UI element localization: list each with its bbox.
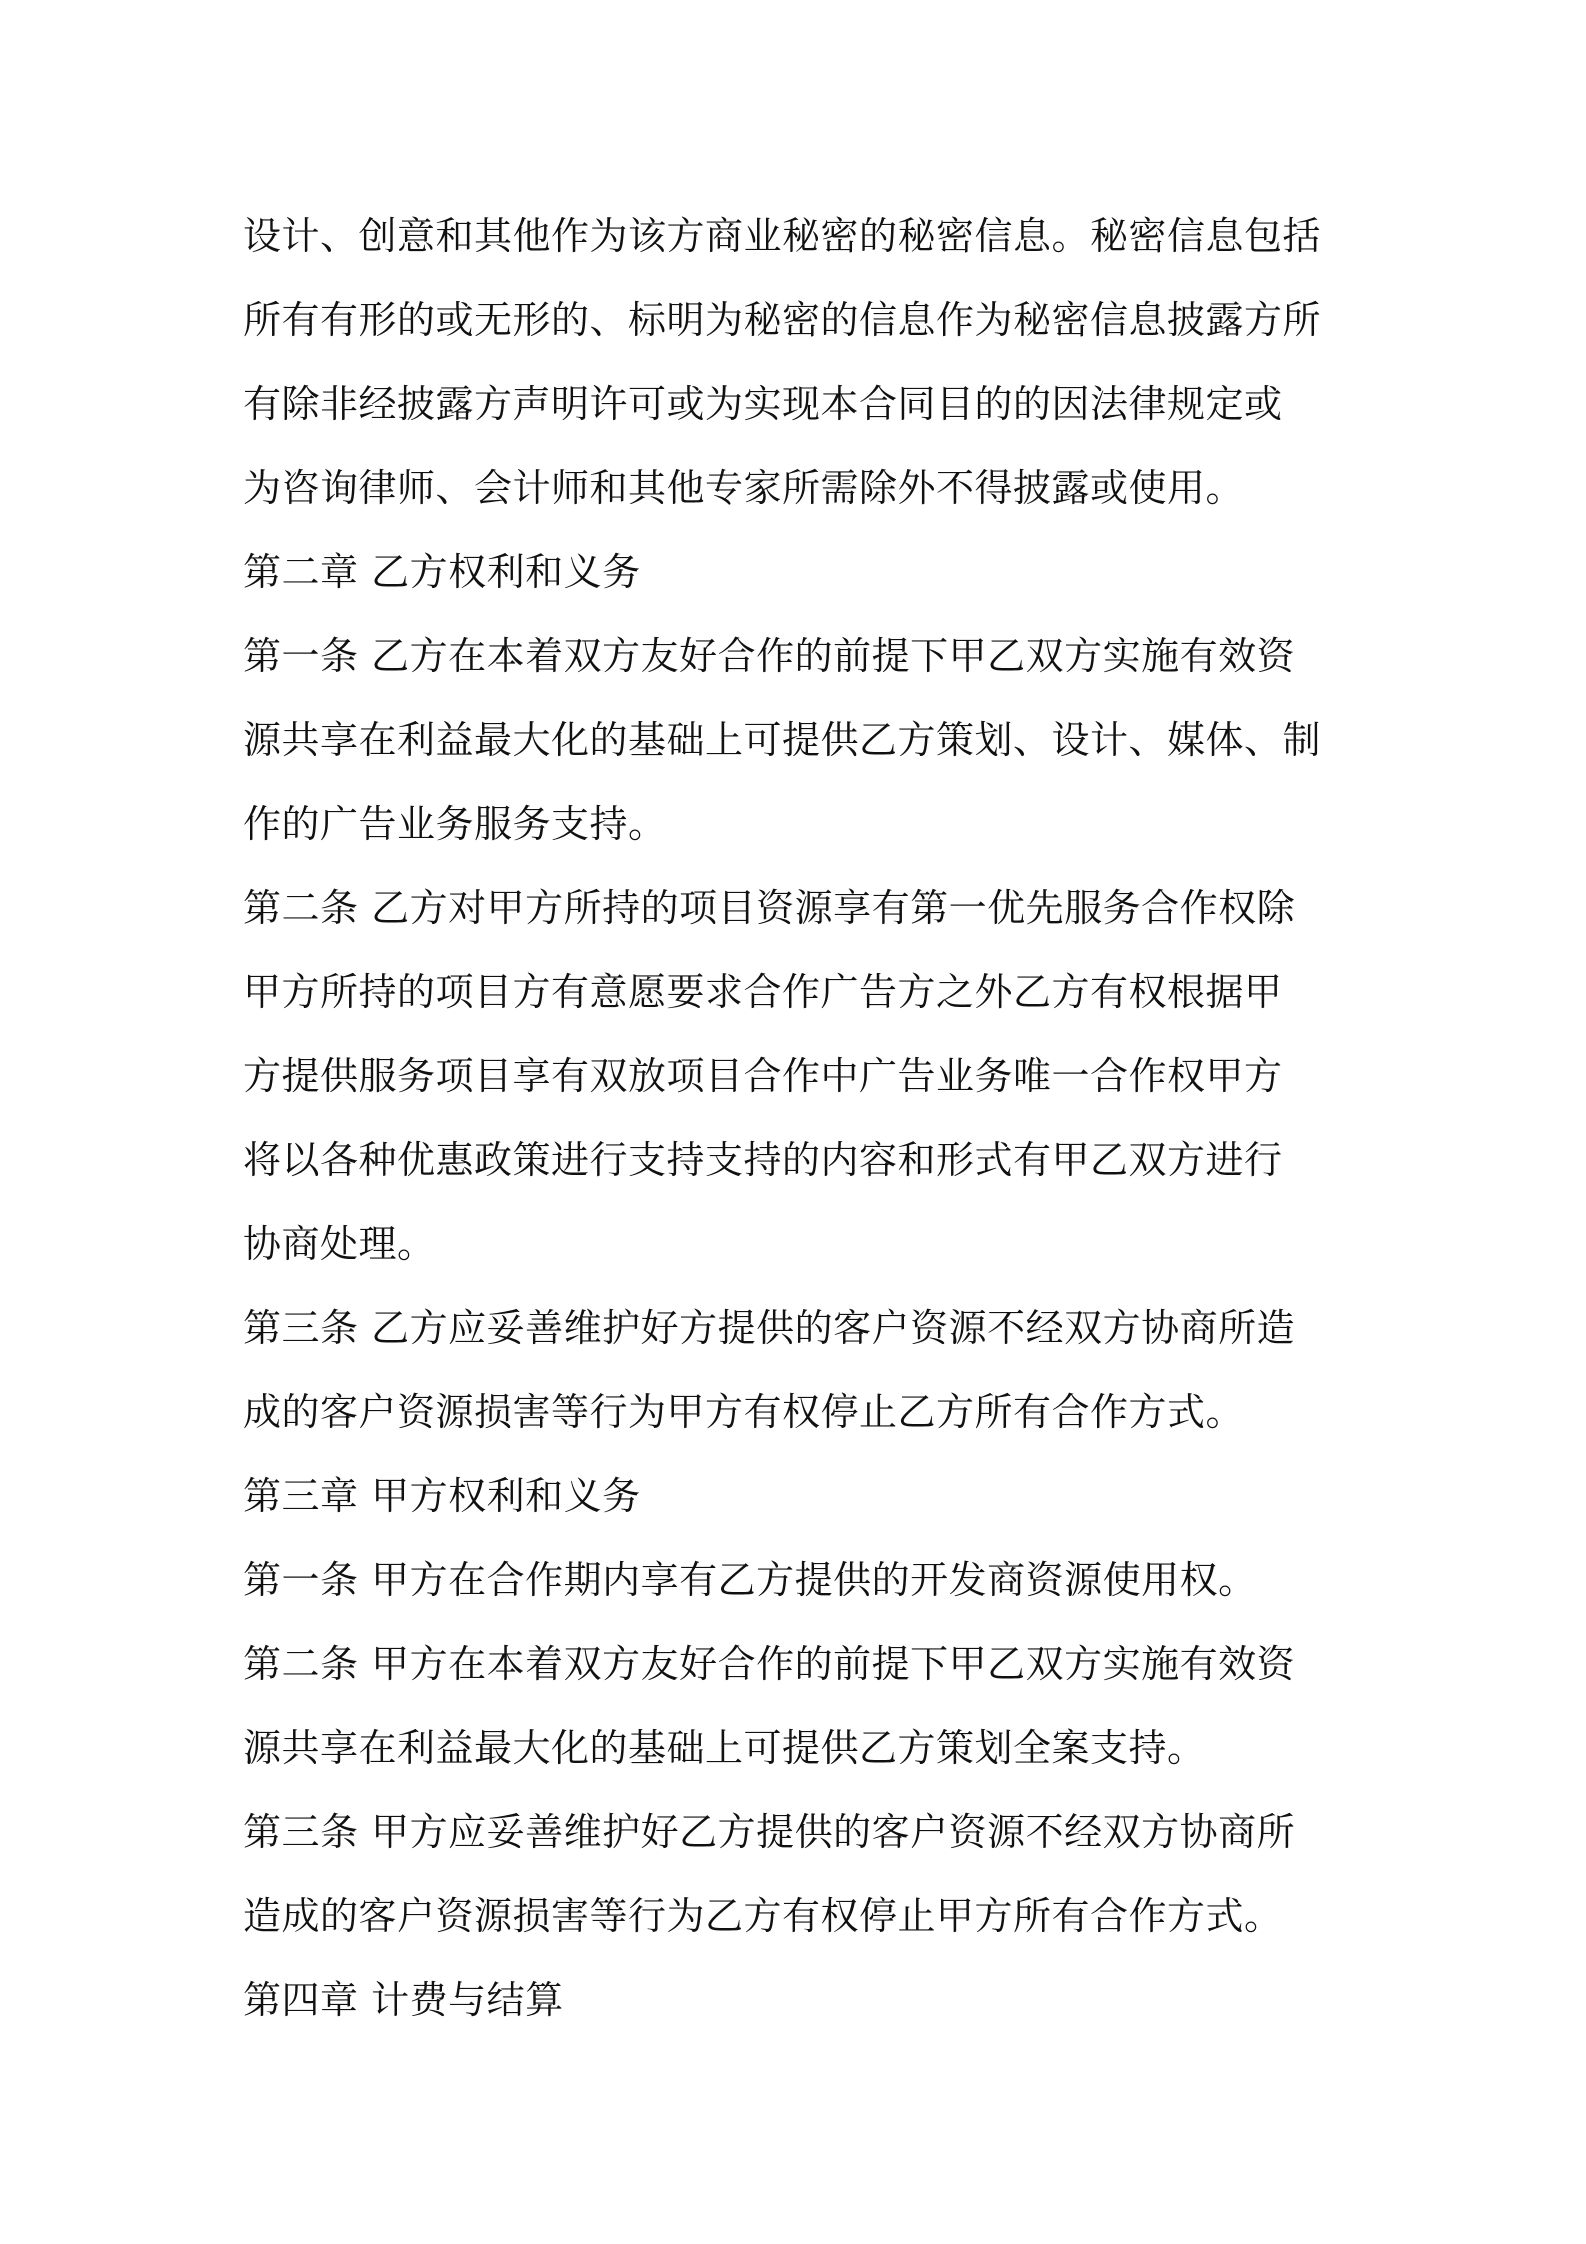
text-line: 甲方所持的项目方有意愿要求合作广告方之外乙方有权根据甲 bbox=[243, 970, 1283, 1014]
text-line: 造成的客户资源损害等行为乙方有权停止甲方所有合作方式。 bbox=[243, 1894, 1283, 1938]
text-line: 第三条 甲方应妥善维护好乙方提供的客户资源不经双方协商所 bbox=[243, 1810, 1296, 1854]
chapter-heading: 第二章 乙方权利和义务 bbox=[243, 550, 641, 594]
chapter-heading: 第三章 甲方权利和义务 bbox=[243, 1474, 641, 1518]
text-line: 源共享在利益最大化的基础上可提供乙方策划全案支持。 bbox=[243, 1726, 1206, 1770]
contract-text bbox=[243, 194, 1363, 2042]
text-line: 第一条 甲方在合作期内享有乙方提供的开发商资源使用权。 bbox=[243, 1558, 1257, 1602]
text-line: 有除非经披露方声明许可或为实现本合同目的的因法律规定或 bbox=[243, 382, 1283, 426]
text-line: 设计、创意和其他作为该方商业秘密的秘密信息。秘密信息包括 bbox=[243, 214, 1322, 258]
text-line: 所有有形的或无形的、标明为秘密的信息作为秘密信息披露方所 bbox=[243, 298, 1322, 342]
text-line: 作的广告业务服务支持。 bbox=[243, 802, 667, 846]
text-line: 第一条 乙方在本着双方友好合作的前提下甲乙双方实施有效资 bbox=[243, 634, 1296, 678]
text-line: 方提供服务项目享有双放项目合作中广告业务唯一合作权甲方 bbox=[243, 1054, 1283, 1098]
text-line: 第二条 甲方在本着双方友好合作的前提下甲乙双方实施有效资 bbox=[243, 1642, 1296, 1686]
text-line: 源共享在利益最大化的基础上可提供乙方策划、设计、媒体、制 bbox=[243, 718, 1322, 762]
text-line: 第三条 乙方应妥善维护好方提供的客户资源不经双方协商所造 bbox=[243, 1306, 1296, 1350]
text-line: 成的客户资源损害等行为甲方有权停止乙方所有合作方式。 bbox=[243, 1390, 1245, 1434]
text-line: 为咨询律师、会计师和其他专家所需除外不得披露或使用。 bbox=[243, 466, 1245, 510]
chapter-heading: 第四章 计费与结算 bbox=[243, 1978, 564, 2022]
text-line: 将以各种优惠政策进行支持支持的内容和形式有甲乙双方进行 bbox=[243, 1138, 1283, 1182]
text-line: 第二条 乙方对甲方所持的项目资源享有第一优先服务合作权除 bbox=[243, 886, 1296, 930]
text-line: 协商处理。 bbox=[243, 1222, 436, 1266]
